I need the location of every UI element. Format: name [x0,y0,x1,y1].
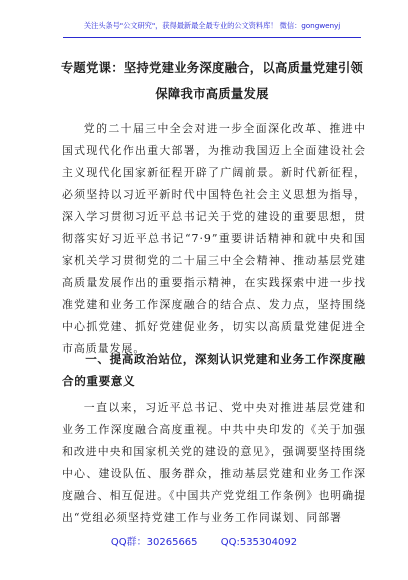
footer-qq-group: QQ群：30265665 [110,537,198,548]
body-paragraph-1: 党的二十届三中全会对进一步全面深化改革、推进中国式现代化作出重大部署，为推动我国迈上全面建设社会主义现代化国家新征程开辟了广阔前景。新时代新征程，必须坚持以习近平新时代中国特色社会主义思想为指导，深入学习贯彻习近平总书记关于党的建设的重要思想，贯彻落实好习近平总书记“7·9”重要讲话精神和就中央和国家机关学习贯彻党的二十届三中全会精神、推动基层党建高质量发展作出的重要指示精神，在实践探索中进一步找准党建和业务工作深度融合的结合点、发力点，坚持围绕中心抓党建、抓好党建促业务，切实以高质量党建促进全市高质量发展。 [62,122,366,355]
page-header [63,20,361,38]
footer-qq: QQ:535304092 [220,537,298,548]
page-footer [0,536,408,550]
header-promo-text: 关注头条号"公文研究"，获得最新最全最专业的公文资料库！ 微信：gongwenyj [83,21,341,30]
document-title: 专题党课：坚持党建业务深度融合，以高质量党建引领保障我市高质量发展 [60,60,364,101]
section-heading-1: 一、提高政治站位，深刻认识党建和业务工作深度融合的重要意义 [62,352,366,388]
body-paragraph-2: 一直以来，习近平总书记、党中央对推进基层党建和业务工作深度融合高度重视。中共中央印发的《关于加强和改进中央和国家机关党的建设的意见》，强调要坚持围绕中心、建设队伍、服务群众，推动基层党建和业务工作深度融合、相互促进。《中国共产党党组工作条例》也明确提出“党组必须坚持党建工作与业务工作同谋划、同部署 [62,401,366,524]
